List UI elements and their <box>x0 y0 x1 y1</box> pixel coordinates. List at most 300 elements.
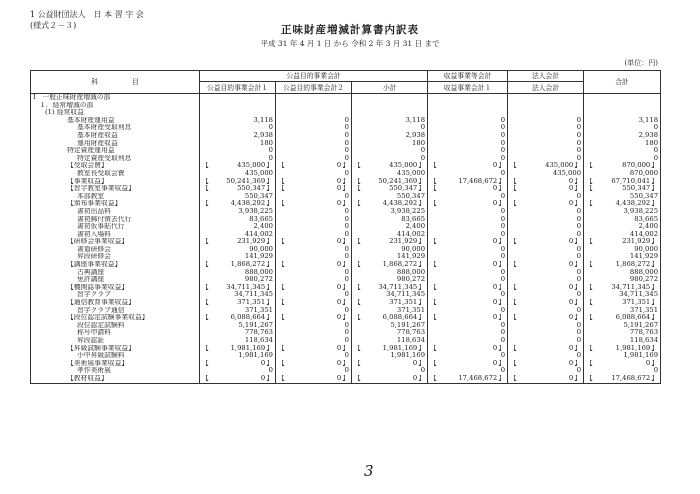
bracket-close: 】 <box>498 177 506 185</box>
col-public-2-cell <box>276 352 352 360</box>
cell-value: 118,634 <box>244 337 273 344</box>
cell-value: 0 <box>420 367 426 375</box>
cell-value: 1,981,169 <box>390 352 426 360</box>
col-public-2-cell <box>276 299 352 307</box>
cell-value: 0 <box>568 314 574 322</box>
cell-value: 50,241,369 <box>378 177 418 185</box>
bracket-close: 】 <box>651 200 659 208</box>
cell-value: 0 <box>576 223 582 231</box>
col-total-cell <box>584 193 661 201</box>
col-total-cell <box>584 246 661 254</box>
col-subtotal-cell <box>352 246 428 254</box>
profit-group-header: 収益事業等会計 <box>428 71 508 82</box>
col-public-2-cell <box>276 269 352 277</box>
cell-value: 0 <box>344 207 349 215</box>
bracket-close: 】 <box>418 344 426 352</box>
bracket-open: 【 <box>354 344 361 352</box>
cell-value: 180 <box>412 139 426 147</box>
cell-value: 0 <box>344 124 349 132</box>
col-total-cell <box>584 132 661 140</box>
col-profit-1-cell <box>428 216 508 224</box>
col-subtotal-cell <box>352 291 428 299</box>
table-row <box>31 291 661 299</box>
col-profit-1-cell <box>428 261 508 269</box>
cell-value: 414,002 <box>396 230 426 238</box>
cell-value: 0 <box>336 299 342 307</box>
col-profit-1-cell <box>428 253 508 261</box>
table-row <box>31 307 661 315</box>
cell-value: 371,351 <box>622 299 651 307</box>
cell-value: 0 <box>492 359 498 367</box>
bracket-close: 】 <box>418 359 426 367</box>
col-subtotal-cell <box>352 147 428 155</box>
bracket-open: 【 <box>430 200 437 208</box>
cell-value: 0 <box>336 162 342 170</box>
cell-value: 0 <box>568 261 574 269</box>
row-label: 特定資産受取利息 <box>31 155 200 163</box>
cell-value: 550,347 <box>237 185 266 193</box>
cell-value: 371,351 <box>396 306 426 314</box>
table-row <box>31 276 661 284</box>
bracket-close: 】 <box>266 374 273 382</box>
bracket-open: 【 <box>278 283 285 291</box>
cell-value: 550,347 <box>396 192 426 200</box>
bracket-open: 【 <box>510 177 517 185</box>
cell-value: 0 <box>344 321 349 329</box>
bracket-open: 【 <box>586 185 593 193</box>
bracket-open: 【 <box>354 314 361 322</box>
col-total-cell <box>584 216 661 224</box>
bracket-close: 】 <box>418 374 426 382</box>
table-row <box>31 322 661 330</box>
statement-table <box>30 70 661 384</box>
cell-value: 870,000 <box>629 169 659 177</box>
cell-value: 0 <box>576 131 582 139</box>
row-label: 書初出品料 <box>31 208 200 216</box>
col-profit-1-cell <box>428 322 508 330</box>
cell-value: 4,438,292 <box>230 200 266 208</box>
col-profit-1-cell <box>428 352 508 360</box>
cell-value: 0 <box>500 223 506 231</box>
row-label: 基本財産収益 <box>31 132 200 140</box>
table-row <box>31 253 661 261</box>
cell-value: 3,938,225 <box>390 207 426 215</box>
bracket-open: 【 <box>510 299 517 307</box>
cell-value: 550,347 <box>629 192 659 200</box>
bracket-open: 【 <box>278 162 285 170</box>
cell-value: 231,929 <box>622 238 651 246</box>
col-total-cell <box>584 352 661 360</box>
col-public-2-cell <box>276 132 352 140</box>
bracket-open: 【 <box>586 238 593 246</box>
col-profit-1-cell <box>428 200 508 208</box>
cell-value: 0 <box>500 154 506 162</box>
cell-value: 550,347 <box>622 185 651 193</box>
cell-value: 0 <box>645 359 651 367</box>
bracket-close: 】 <box>574 238 582 246</box>
table-row <box>31 185 661 193</box>
cell-value: 1,868,272 <box>230 261 266 269</box>
col-subtotal-cell <box>352 375 428 383</box>
col-corporate-cell <box>508 216 584 224</box>
table-row <box>31 117 661 125</box>
col-public-1-cell <box>200 170 276 178</box>
cell-value: 0 <box>500 147 506 155</box>
bracket-close: 】 <box>418 314 426 322</box>
cell-value: 0 <box>492 344 498 352</box>
bracket-close: 】 <box>498 344 506 352</box>
row-label: 段位認定試験料 <box>31 322 200 330</box>
col-public-2-cell <box>276 200 352 208</box>
bracket-close: 】 <box>266 185 273 193</box>
col-public-1-cell <box>200 178 276 186</box>
reporting-period: 平成 31 年 4 月 1 日 から 令和 2 年 3 月 31 日 まで <box>260 39 440 48</box>
row-label: 基本財産運用益 <box>31 117 200 125</box>
table-row <box>31 132 661 140</box>
cell-value: 0 <box>576 367 582 375</box>
col-total-cell <box>584 178 661 186</box>
bracket-close: 】 <box>651 374 659 382</box>
bracket-close: 】 <box>651 299 659 307</box>
row-label: 【教材収益】 <box>31 375 200 383</box>
col-corporate-cell <box>508 109 584 117</box>
cell-value: 0 <box>336 200 342 208</box>
col-total-cell <box>584 284 661 292</box>
bracket-close: 】 <box>418 238 426 246</box>
col-profit-1-cell <box>428 231 508 239</box>
col-total-cell <box>584 231 661 239</box>
col-profit-1-cell <box>428 238 508 246</box>
cell-value: 0 <box>576 329 582 337</box>
cell-value: 1,981,169 <box>238 352 273 360</box>
row-label: 本部教室 <box>31 193 200 201</box>
bracket-open: 【 <box>586 359 593 367</box>
col-subtotal-cell <box>352 185 428 193</box>
col-public-2-cell <box>276 284 352 292</box>
cell-value: 3,938,225 <box>238 207 273 215</box>
cell-value: 83,665 <box>634 215 659 223</box>
bracket-close: 】 <box>574 314 582 322</box>
col-total-cell <box>584 124 661 132</box>
bracket-close: 】 <box>266 283 273 291</box>
col-corporate-cell <box>508 375 584 383</box>
cell-value: 0 <box>500 291 506 299</box>
col-total-cell <box>584 200 661 208</box>
row-label: 小中昇級試験料 <box>31 352 200 360</box>
bracket-close: 】 <box>651 359 659 367</box>
cell-value: 1,868,272 <box>382 261 418 269</box>
cell-value: 371,351 <box>244 306 273 314</box>
col-profit-1-cell <box>428 147 508 155</box>
col-corporate-cell <box>508 117 584 125</box>
cell-value: 6,088,664 <box>615 314 651 322</box>
bracket-close: 】 <box>342 200 349 208</box>
table-row <box>31 375 661 383</box>
col-total-cell <box>584 109 661 117</box>
col-total-cell <box>584 329 661 337</box>
row-label: 書初入場料 <box>31 231 200 239</box>
table-body <box>31 94 661 384</box>
cell-value: 414,002 <box>629 230 659 238</box>
table-row <box>31 360 661 368</box>
table-row <box>31 231 661 239</box>
cell-value: 0 <box>344 192 349 200</box>
col-corporate-cell <box>508 223 584 231</box>
cell-value: 0 <box>268 367 273 375</box>
table-row <box>31 162 661 170</box>
col-profit-1-cell <box>428 367 508 375</box>
bracket-open: 【 <box>586 344 593 352</box>
col-public-2-cell <box>276 253 352 261</box>
bracket-open: 【 <box>430 261 437 269</box>
cell-value: 0 <box>500 207 506 215</box>
bracket-close: 】 <box>418 177 426 185</box>
table-row <box>31 261 661 269</box>
cell-value: 980,272 <box>396 276 426 284</box>
bracket-close: 】 <box>266 344 273 352</box>
table-row <box>31 269 661 277</box>
col-corporate-cell <box>508 246 584 254</box>
bracket-close: 】 <box>498 314 506 322</box>
row-label: 【研修会事業収益】 <box>31 238 200 246</box>
cell-value: 0 <box>344 268 349 276</box>
table-row <box>31 337 661 345</box>
cell-value: 141,929 <box>396 253 426 261</box>
col-public-1-cell <box>200 314 276 322</box>
cell-value: 2,938 <box>405 131 426 139</box>
cell-value: 34,711,345 <box>226 283 266 291</box>
col-public-2-cell <box>276 360 352 368</box>
col-public-2-cell <box>276 375 352 383</box>
bracket-close: 】 <box>266 359 273 367</box>
row-label: 昇段認証 <box>31 337 200 345</box>
col-total-cell <box>584 170 661 178</box>
bracket-open: 【 <box>278 200 285 208</box>
cell-value: 435,000 <box>396 169 426 177</box>
cell-value: 5,191,267 <box>390 321 426 329</box>
col-public-1-cell <box>200 276 276 284</box>
col-corporate-cell <box>508 322 584 330</box>
cell-value: 0 <box>568 359 574 367</box>
col-subtotal-cell <box>352 170 428 178</box>
col-total-cell <box>584 375 661 383</box>
col-corporate-cell <box>508 291 584 299</box>
cell-value: 0 <box>568 283 574 291</box>
bracket-close: 】 <box>498 261 506 269</box>
bracket-close: 】 <box>498 185 506 193</box>
cell-value: 0 <box>568 238 574 246</box>
cell-value: 118,634 <box>396 337 426 344</box>
cell-value: 0 <box>344 253 349 261</box>
col-total-cell <box>584 345 661 353</box>
cell-value: 0 <box>500 124 506 132</box>
cell-value: 0 <box>492 261 498 269</box>
col-subtotal-cell <box>352 360 428 368</box>
table-row <box>31 170 661 178</box>
cell-value: 3,938,225 <box>623 207 659 215</box>
col-public-2-cell <box>276 329 352 337</box>
col-public-2-cell <box>276 231 352 239</box>
col-corporate-cell <box>508 132 584 140</box>
col-total-cell <box>584 140 661 148</box>
col-profit-1-cell <box>428 102 508 110</box>
cell-value: 0 <box>344 215 349 223</box>
bracket-close: 】 <box>266 162 273 170</box>
cell-value: 141,929 <box>629 253 659 261</box>
cell-value: 3,118 <box>253 116 273 124</box>
cell-value: 0 <box>500 116 506 124</box>
col-total-cell <box>584 360 661 368</box>
col-public-1-cell <box>200 231 276 239</box>
col-public-2-cell <box>276 291 352 299</box>
col-profit-1-cell <box>428 155 508 163</box>
cell-value: 0 <box>344 139 349 147</box>
col-profit-1-header: 収益事業会計１ <box>428 82 508 94</box>
table-row <box>31 124 661 132</box>
col-subtotal-cell <box>352 223 428 231</box>
col-corporate-cell <box>508 178 584 186</box>
cell-value: 0 <box>576 215 582 223</box>
cell-value: 0 <box>344 337 349 344</box>
row-label: 孝作美術展 <box>31 367 200 375</box>
document-title: 正味財産増減計算書内訳表 <box>281 24 419 36</box>
cell-value: 435,000 <box>237 162 266 170</box>
col-corporate-cell <box>508 170 584 178</box>
bracket-open: 【 <box>202 185 209 193</box>
row-label: 【通信教育事業収益】 <box>31 299 200 307</box>
cell-value: 0 <box>344 306 349 314</box>
col-public-1-cell <box>200 155 276 163</box>
col-public-2-cell <box>276 140 352 148</box>
cell-value: 6,088,664 <box>230 314 266 322</box>
col-total-cell <box>584 162 661 170</box>
bracket-open: 【 <box>430 238 437 246</box>
bracket-close: 】 <box>342 261 349 269</box>
page-number: 3 <box>364 462 374 480</box>
cell-value: 0 <box>336 359 342 367</box>
bracket-open: 【 <box>586 283 593 291</box>
col-subtotal-cell <box>352 337 428 345</box>
col-public-2-cell <box>276 170 352 178</box>
col-public-1-cell <box>200 238 276 246</box>
cell-value: 0 <box>500 192 506 200</box>
bracket-close: 】 <box>498 200 506 208</box>
cell-value: 2,400 <box>638 223 659 231</box>
col-total-cell <box>584 261 661 269</box>
bracket-close: 】 <box>574 374 582 382</box>
cell-value: 980,272 <box>629 276 659 284</box>
cell-value: 34,711,345 <box>234 291 273 299</box>
cell-value: 231,929 <box>237 238 266 246</box>
cell-value: 0 <box>653 154 659 162</box>
cell-value: 0 <box>500 367 506 375</box>
col-total-cell <box>584 337 661 345</box>
col-public-2-cell <box>276 261 352 269</box>
row-label: 運用財産収益 <box>31 140 200 148</box>
cell-value: 0 <box>492 299 498 307</box>
col-public-1-cell <box>200 216 276 224</box>
bracket-close: 】 <box>418 261 426 269</box>
cell-value: 0 <box>500 337 506 344</box>
col-subtotal-header: 小計 <box>352 82 428 94</box>
cell-value: 0 <box>653 124 659 132</box>
col-public-1-cell <box>200 367 276 375</box>
total-header: 合計 <box>584 71 661 94</box>
col-total-cell <box>584 322 661 330</box>
col-subtotal-cell <box>352 94 428 102</box>
cell-value: 1,868,272 <box>615 261 651 269</box>
cell-value: 550,347 <box>244 192 273 200</box>
col-profit-1-cell <box>428 307 508 315</box>
cell-value: 3,118 <box>638 116 659 124</box>
bracket-open: 【 <box>510 261 517 269</box>
col-subtotal-cell <box>352 231 428 239</box>
cell-value: 4,438,292 <box>615 200 651 208</box>
col-subtotal-cell <box>352 162 428 170</box>
col-public-1-cell <box>200 140 276 148</box>
bracket-open: 【 <box>202 374 209 382</box>
bracket-open: 【 <box>354 185 361 193</box>
col-public-1-cell <box>200 337 276 345</box>
bracket-close: 】 <box>418 299 426 307</box>
col-corporate-cell <box>508 193 584 201</box>
col-corporate-cell <box>508 208 584 216</box>
cell-value: 0 <box>492 162 498 170</box>
cell-value: 3,118 <box>405 116 426 124</box>
col-public-2-cell <box>276 337 352 345</box>
table-row <box>31 178 661 186</box>
col-public-1-cell <box>200 117 276 125</box>
row-label: 古典講座 <box>31 269 200 277</box>
bracket-open: 【 <box>354 261 361 269</box>
bracket-close: 】 <box>342 359 349 367</box>
col-profit-1-cell <box>428 178 508 186</box>
col-public-1-cell <box>200 345 276 353</box>
bracket-open: 【 <box>510 162 517 170</box>
table-row <box>31 94 661 102</box>
bracket-close: 】 <box>342 299 349 307</box>
table-row <box>31 329 661 337</box>
col-total-cell <box>584 276 661 284</box>
col-corporate-cell <box>508 94 584 102</box>
bracket-open: 【 <box>430 314 437 322</box>
bracket-open: 【 <box>430 374 437 382</box>
cell-value: 0 <box>568 299 574 307</box>
bracket-close: 】 <box>342 162 349 170</box>
bracket-open: 【 <box>430 185 437 193</box>
table-row <box>31 345 661 353</box>
bracket-open: 【 <box>202 177 209 185</box>
bracket-open: 【 <box>430 299 437 307</box>
col-public-2-cell <box>276 124 352 132</box>
bracket-open: 【 <box>354 162 361 170</box>
col-subtotal-cell <box>352 102 428 110</box>
cell-value: 550,347 <box>389 185 418 193</box>
bracket-close: 】 <box>342 238 349 246</box>
col-public-1-cell <box>200 94 276 102</box>
col-public-1-cell <box>200 200 276 208</box>
col-corporate-cell <box>508 276 584 284</box>
bracket-close: 】 <box>342 314 349 322</box>
row-label: 【受取会費】 <box>31 162 200 170</box>
bracket-open: 【 <box>510 314 517 322</box>
col-subtotal-cell <box>352 345 428 353</box>
cell-value: 5,191,267 <box>238 321 273 329</box>
col-public-1-cell <box>200 253 276 261</box>
bracket-open: 【 <box>202 344 209 352</box>
cell-value: 17,468,672 <box>611 374 651 382</box>
col-total-cell <box>584 94 661 102</box>
